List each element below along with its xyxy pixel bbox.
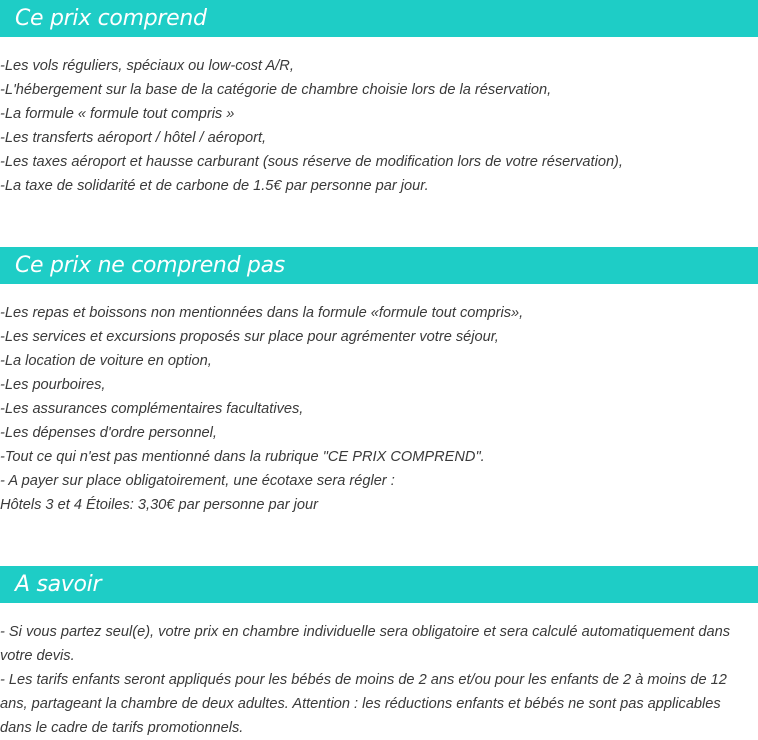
list-item: -Les services et excursions proposés sur place pour agrémenter votre séjour, bbox=[0, 329, 499, 345]
section-title: Ce prix ne comprend pas bbox=[15, 252, 285, 278]
list-item: -Les vols réguliers, spéciaux ou low-cost A/R, bbox=[0, 58, 294, 74]
list-item: -La formule « formule tout compris » bbox=[0, 106, 235, 122]
section-price-includes bbox=[0, 0, 758, 198]
list-item: -La location de voiture en option, bbox=[0, 353, 212, 369]
list-item: - A payer sur place obligatoirement, une écotaxe sera régler : bbox=[0, 473, 395, 489]
section-price-excludes bbox=[0, 247, 758, 517]
list-item: -Les repas et boissons non mentionnées dans la formule «formule tout compris», bbox=[0, 305, 524, 321]
section-title: A savoir bbox=[15, 571, 102, 597]
section-header bbox=[0, 566, 758, 603]
list-item: -La taxe de solidarité et de carbone de 1.5€ par personne par jour. bbox=[0, 178, 429, 194]
excluded-list bbox=[0, 301, 758, 517]
info-paragraphs bbox=[0, 620, 758, 740]
list-item: Hôtels 3 et 4 Étoiles: 3,30€ par personne par jour bbox=[0, 497, 319, 513]
section-header bbox=[0, 247, 758, 284]
list-item: -Les pourboires, bbox=[0, 377, 106, 393]
list-item: -Les dépenses d'ordre personnel, bbox=[0, 425, 217, 441]
section-title: Ce prix comprend bbox=[15, 5, 207, 31]
included-list bbox=[0, 54, 758, 198]
list-item: -Les transferts aéroport / hôtel / aéroport, bbox=[0, 130, 267, 146]
list-item: -Tout ce qui n'est pas mentionné dans la rubrique "CE PRIX COMPREND". bbox=[0, 449, 485, 465]
section-header bbox=[0, 0, 758, 37]
info-paragraph: - Si vous partez seul(e), votre prix en chambre individuelle sera obligatoire et sera calculé automatiquement dans votre devis. bbox=[0, 624, 731, 664]
info-paragraph: - Les tarifs enfants seront appliqués pour les bébés de moins de 2 ans et/ou pour les enfants de 2 à moins de 12 ans, partageant la chambre de deux adultes. Attention : les réductions enfants et bébés ne sont pas applicables dans le cadre de tarifs promotionnels. bbox=[0, 672, 727, 736]
list-item: -L'hébergement sur la base de la catégorie de chambre choisie lors de la réservation, bbox=[0, 82, 552, 98]
list-item: -Les taxes aéroport et hausse carburant (sous réserve de modification lors de votre réservation), bbox=[0, 154, 623, 170]
section-good-to-know bbox=[0, 566, 758, 740]
list-item: -Les assurances complémentaires facultatives, bbox=[0, 401, 304, 417]
